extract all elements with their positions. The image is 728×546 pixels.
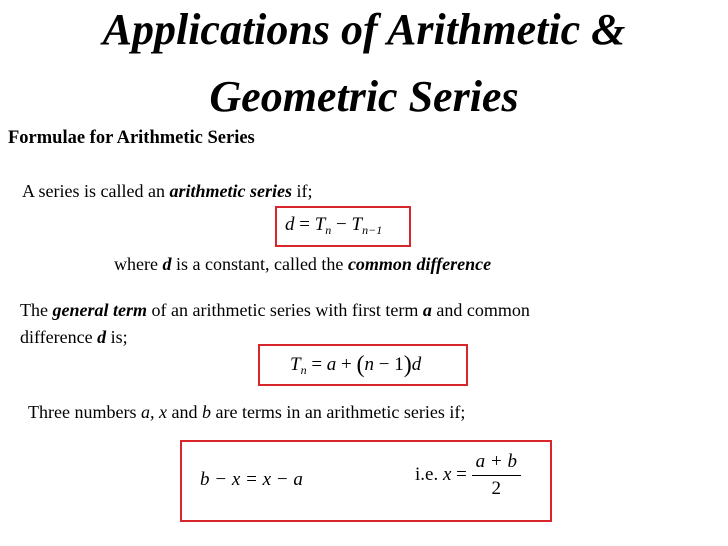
definition-intro [22, 181, 312, 202]
gt-prefix: The [20, 300, 53, 320]
gtf-plus: + [336, 354, 357, 375]
common-difference-formula [285, 214, 382, 236]
ie-frac-denominator: 2 [491, 478, 502, 499]
gt2-var-d: d [97, 327, 107, 347]
gt-mid: of an arithmetic series with first term [146, 300, 423, 320]
gtf-lparen: ( [356, 352, 365, 378]
gt-suffix: and common [431, 300, 530, 320]
where-prefix: where [114, 254, 163, 274]
three-numbers-equation: b − x = x − a [200, 469, 303, 490]
gtf-T-sub: n [300, 363, 307, 377]
formula-minus: − [331, 214, 352, 235]
section-heading: Formulae for Arithmetic Series [8, 128, 255, 148]
formula-tn: T [314, 214, 326, 235]
general-term-line-1 [20, 300, 530, 321]
where-term: common difference [347, 254, 492, 274]
tn-prefix: Three numbers [28, 402, 141, 422]
ie-eq: = [451, 463, 472, 485]
tn-suffix: are terms in an arithmetic series if; [210, 402, 466, 422]
ie-fraction [472, 451, 521, 500]
formula-tn-sub: n [325, 223, 332, 237]
definition-where [114, 254, 491, 275]
tn-and: and [166, 402, 202, 422]
gtf-d: d [411, 354, 422, 375]
three-numbers-text [28, 402, 465, 423]
general-term-line-2 [20, 327, 128, 348]
ie-x: x [442, 463, 452, 485]
gtf-minus-one: − 1 [374, 354, 404, 375]
intro-term: arithmetic series [169, 181, 292, 201]
tn-var-b: b [201, 402, 211, 422]
gtf-T: T [290, 354, 301, 375]
three-numbers-ie-formula [415, 451, 521, 500]
tn-vars: a, x [140, 402, 167, 422]
gt2-prefix: difference [20, 327, 98, 347]
gt2-suffix: is; [106, 327, 128, 347]
gt-var-a: a [422, 300, 432, 320]
general-term-formula [290, 350, 421, 377]
formula-tn1: T [351, 214, 363, 235]
ie-frac-numerator: a + b [472, 451, 521, 476]
intro-prefix: A series is called an [22, 181, 170, 201]
formula-d: d [285, 214, 295, 235]
formula-tn1-sub: n−1 [362, 223, 383, 237]
where-mid: is a constant, called the [171, 254, 348, 274]
gtf-eq: = [306, 354, 327, 375]
gtf-a: a [326, 354, 337, 375]
gtf-rparen: ) [403, 352, 412, 378]
where-var: d [162, 254, 172, 274]
intro-suffix: if; [291, 181, 313, 201]
page-title-line-1: Applications of Arithmetic & [102, 5, 626, 54]
page-title-line-2: Geometric Series [209, 72, 519, 121]
formula-eq: = [294, 214, 315, 235]
ie-label: i.e. [415, 463, 443, 485]
gt-term: general term [52, 300, 147, 320]
gtf-n: n [364, 354, 375, 375]
